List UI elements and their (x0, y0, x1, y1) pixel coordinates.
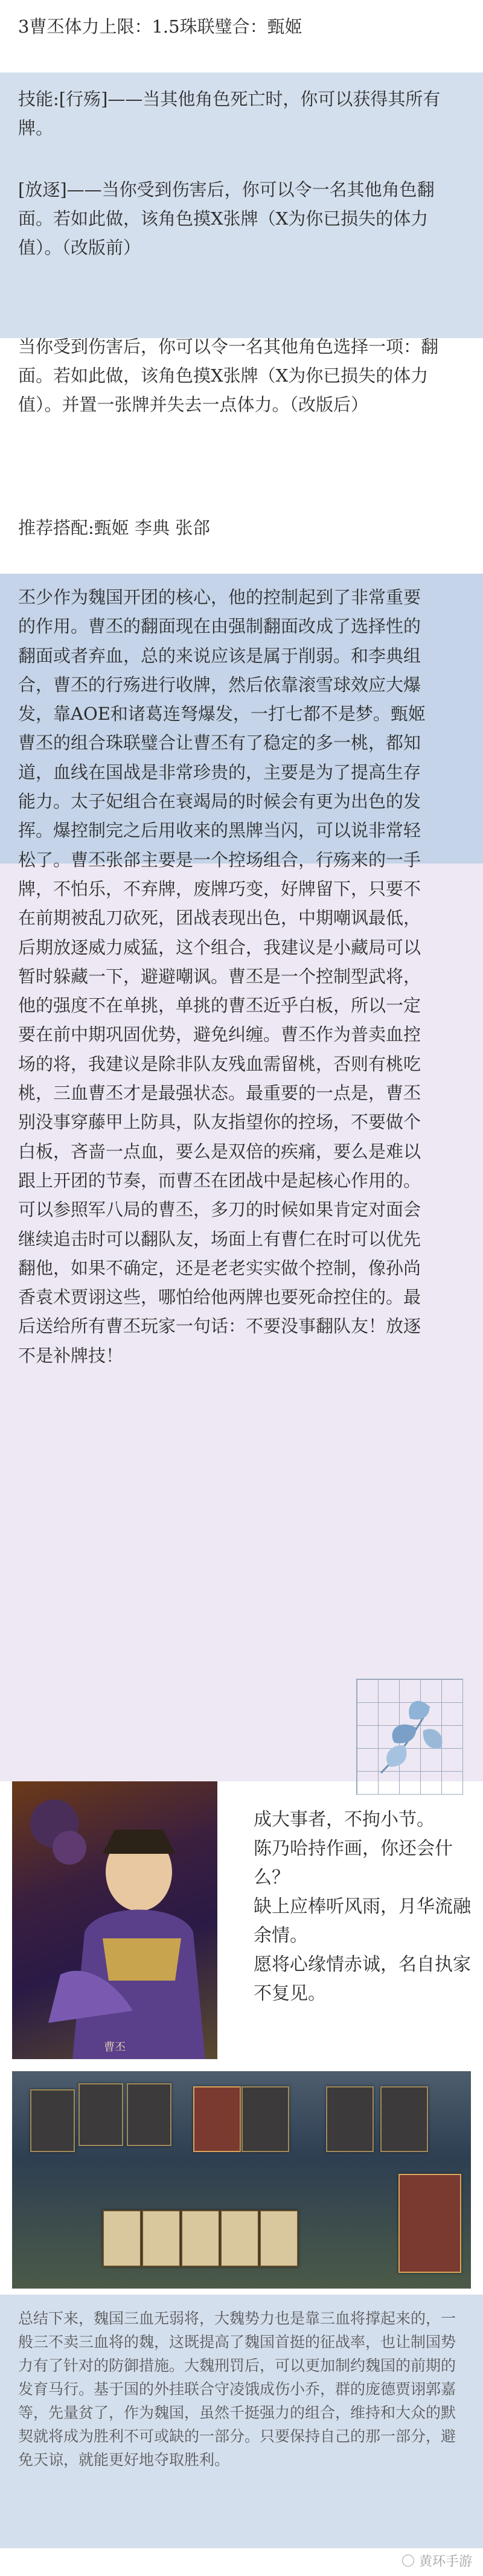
skill-xingshang: 技能:[行殇]——当其他角色死亡时，你可以获得其所有牌。 (18, 89, 441, 138)
portrait-caption: 曹丕 (104, 2041, 126, 2054)
analysis-paragraph: 丕少作为魏国开团的核心，他的控制起到了非常重要的作用。曹丕的翻面现在由强制翻面改成了选择性的翻面或者弃血，总的来说应该是属于削弱。和李典组合，曹丕的行殇进行收牌，然后依靠滚雪球效应大爆发，靠AOE和诸葛连弩爆发，一打七都不是梦。甄姬曹丕的组合珠联璧合让曹丕有了稳定的多一桃，都知道，血线在国战是非常珍贵的，主要是为了提高生存能力。太子妃组合在衰竭局的时候会有更为出色的发挥。爆控制完之后用收来的黑牌当闪，可以说非常轻松了。曹丕张郃主要是一个控场组合，行殇来的一手牌，不怕乐，不弃牌，废牌巧变，好牌留下，只要不在前期被乱刀砍死，团战表现出色，中期嘲讽最低，后期放逐威力威猛，这个组合，我建议是小藏局可以暂时躲藏一下，避避嘲讽。曹丕是一个控制型武将，他的强度不在单挑，单挑的曹丕近乎白板，所以一定要在前中期巩固优势，避免纠缠。曹丕作为普卖血控场的将，我建议是除非队友残血需留桃，否则有桃吃桃，三血曹丕才是最强状态。最重要的一点是，曹丕别没事穿藤甲上防具，队友指望你的控场，不要做个白板，吝啬一点血，要么是双倍的疾痛，要么是难以跟上开团的节奏，而曹丕在团战中是起核心作用的。可以参照军八局的曹丕，多刀的时候如果肯定对面会继续追击时可以翻队友，场面上有曹仁在时可以优先翻他，如果不确定，还是老老实实做个控制，像孙尚香袁术贾诩这些，哪怕给他两牌也要死命控住的。最后送给所有曹丕玩家一句话：不要没事翻队友！放逐不是补牌技！ (18, 587, 426, 1366)
source-watermark: 〇 黄环手游 (401, 2554, 472, 2569)
leaf-illustration (356, 1679, 463, 1795)
gameplay-screenshot (12, 2071, 471, 2289)
skill-fangzhu-old: [放逐]——当你受到伤害后，你可以令一名其他角色翻面。若如此做，该角色摸X张牌（X为你已损失的体力值）。（改版前） (18, 179, 435, 258)
skill-fangzhu-new: 当你受到伤害后，你可以令一名其他角色选择一项：翻面。若如此做，该角色摸X张牌（X为你已损失的体力值）。并置一张牌并失去一点体力。（改版后） (18, 336, 439, 415)
hand-card (103, 2210, 141, 2267)
hand-card (220, 2210, 259, 2267)
player-card (326, 2086, 374, 2152)
hand-card (142, 2210, 181, 2267)
caopi-portrait-image (12, 1781, 217, 2059)
hand-card (260, 2210, 298, 2267)
hand-card (181, 2210, 220, 2267)
player-card (30, 2089, 75, 2152)
player-card (193, 2086, 241, 2152)
hero-title: 3曹丕体力上限：1.5珠联璧合：甄姬 (18, 16, 302, 37)
player-card (78, 2083, 123, 2146)
player-card (380, 2086, 428, 2152)
self-hero-card (398, 2174, 461, 2273)
closing-paragraph: 总结下来，魏国三血无弱将，大魏势力也是靠三血将撑起来的，一般三不卖三血将的魏，这既提高了魏国首挺的征战率，也让制国势力有了针对的防御措施。大魏刑罚后，可以更加制约魏国的前期的发育马行。基于国的外挂联合守凌饿成伤小乔，群的庞德贾诩郭嘉等，先量贫了，作为魏国，虽然千挺强力的组合，维持和大众的默契就将成为胜利不可或缺的一部分。只要保持自己的那一部分，避免天谅，就能更好地夺取胜利。 (18, 2310, 456, 2469)
player-card (242, 2086, 289, 2152)
player-card (127, 2083, 171, 2146)
recommended-partners: 推荐搭配:甄姬 李典 张郃 (18, 517, 211, 538)
character-quote: 成大事者，不拘小节。 陈乃哈持作画，你还会什么？ 缺上应棒听风雨，月华流融余情。 愿将心缘情赤诚，名自执家不复见。 (254, 1809, 471, 2004)
